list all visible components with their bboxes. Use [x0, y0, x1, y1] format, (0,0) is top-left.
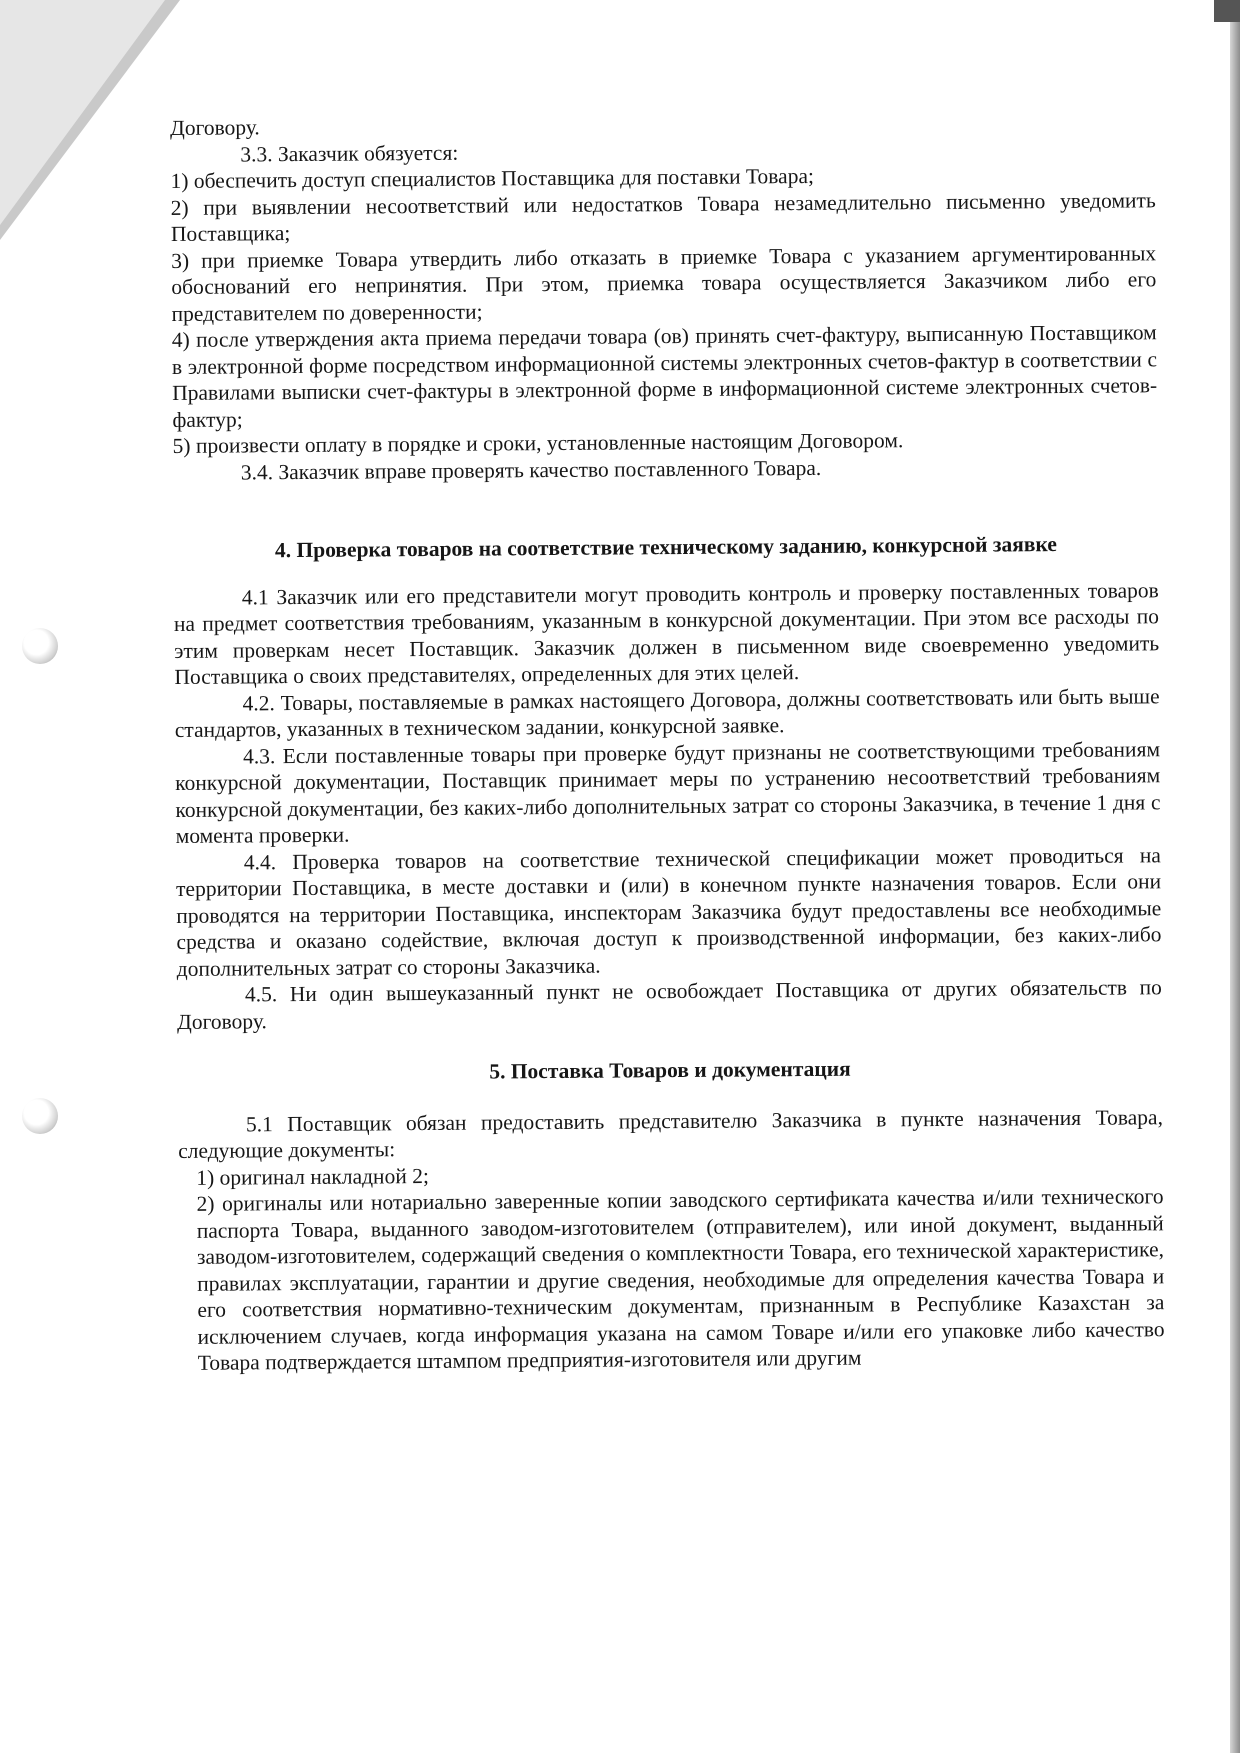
paragraph-intro: Договору.: [170, 115, 260, 140]
document-body: [170, 107, 1165, 1376]
clause-4-3: 4.3. Если поставленные товары при проверке будут признаны не соответствующими требованиям конкурсной документации, Поставщик принимает меры по устранению несоответствий требованиям конкурсной документации, без каких-либо дополнительных затрат со стороны Заказчика, в течение 1 дня с момента проверки.: [175, 736, 1161, 848]
clause-3-4: 3.4. Заказчик вправе проверять качество поставленного Товара.: [240, 455, 822, 484]
clause-4-5: 4.5. Ни один вышеуказанный пункт не освобождает Поставщика от других обязательств по Договору.: [177, 975, 1162, 1034]
clause-4-1: 4.1 Заказчик или его представители могут проводить контроль и проверку поставленных товаров на предмет соответствия требованиям, указанным в конкурсной документации. При этом все расходы по этим проверкам несет Поставщик. Заказчик должен в письменном виде своевременно уведомить Поставщика о своих представителях, определенных для этих целей.: [173, 577, 1160, 689]
clause-3-3-item-2: 2) при выявлении несоответствий или недостатков Товара незамедлительно письменно уведомить Поставщика;: [170, 187, 1156, 246]
clause-4-2: 4.2. Товары, поставляемые в рамках настоящего Договора, должны соответствовать или быть выше стандартов, указанных в техническом задании, конкурсной заявке.: [174, 683, 1160, 742]
clause-3-3-item-4: 4) после утверждения акта приема передачи товара (ов) принять счет-фактуру, выписанную Поставщиком в электронной форме посредством информационной системы электронных счетов-фактур в соответствии с Правилами выписки счет-фактуры в электронной форме в информационной системе электронных счетов-фактур;: [171, 320, 1158, 432]
section-5-title: 5. Поставка Товаров и документация: [489, 1056, 851, 1084]
clause-4-4: 4.4. Проверка товаров на соответствие технической спецификации может проводиться на территории Поставщика, в месте доставки и (или) в конечном пункте назначения товаров. Если они проводятся на территории Поставщика, инспекторам Заказчика будут предоставлены все необходимые средства и оказано содействие, включая доступ к производственной информации, без каких-либо дополнительных затрат со стороны Заказчика.: [175, 842, 1162, 981]
section-4-title: 4. Проверка товаров на соответствие техническому заданию, конкурсной заявке: [274, 532, 1057, 563]
punch-hole-lower: [22, 1098, 58, 1134]
scan-right-edge: [1230, 0, 1240, 1753]
clause-5-1-item-2: 2) оригиналы или нотариально заверенные копии заводского сертификата качества и/или технического паспорта Товара, выданного заводом-изготовителем (отправителем), или иной документ, выданный заводом-изготовителем, содержащий сведения о комплектности Товара, его технической характеристике, правилах эксплуатации, гарантии и другие сведения, необходимые для определения качества Товара и его соответствия нормативно-техническим документам, признанным в Республике Казахстан за исключением случаев, когда информация указана на самом Товаре и/или его упаковке либо качество Товара подтверждается штампом предприятия-изготовителя или другим: [196, 1184, 1165, 1375]
clause-5-1-item-1: 1) оригинал накладной 2;: [196, 1163, 429, 1190]
clause-3-3-item-1: 1) обеспечить доступ специалистов Поставщика для поставки Товара;: [170, 163, 815, 193]
clause-3-3-item-3: 3) при приемке Товара утвердить либо отказать в приемке Товара с указанием аргументированных обоснований его непринятия. При этом, приемка товара осуществляется Заказчиком либо его представителем по доверенности;: [171, 240, 1157, 326]
scan-top-right-shadow: [1214, 0, 1240, 22]
scan-folded-corner-inner: [0, 0, 165, 225]
punch-hole-upper: [22, 628, 58, 664]
clause-3-3: 3.3. Заказчик обязуется:: [240, 140, 459, 166]
clause-3-3-item-5: 5) произвести оплату в порядке и сроки, установленные настоящим Договором.: [172, 428, 904, 458]
clause-5-1: 5.1 Поставщик обязан предоставить представителю Заказчика в пункте назначения Товара, следующие документы:: [178, 1104, 1163, 1163]
